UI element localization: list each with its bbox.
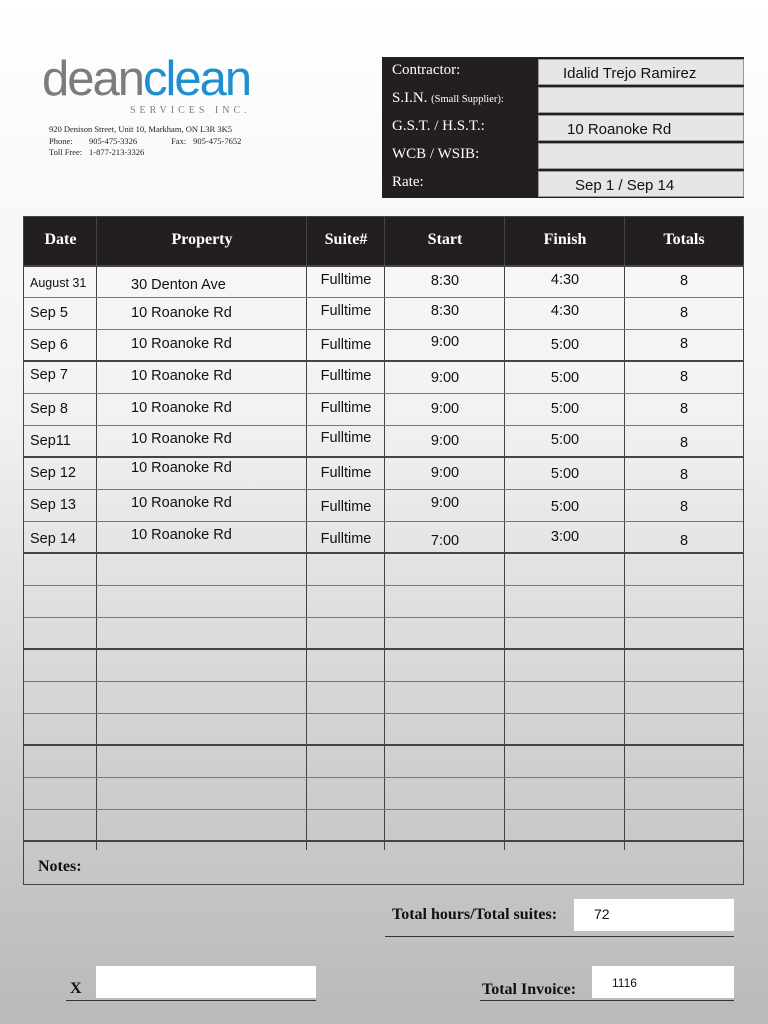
company-logo bbox=[42, 52, 282, 116]
cell-suite[interactable]: Fulltime bbox=[320, 272, 372, 288]
header-totals: Totals bbox=[663, 231, 705, 248]
cell-totals[interactable]: 8 bbox=[679, 401, 689, 417]
cell-date[interactable]: Sep11 bbox=[30, 433, 71, 449]
cell-property[interactable]: 30 Denton Ave bbox=[131, 277, 226, 293]
cell-property[interactable]: 10 Roanoke Rd bbox=[131, 460, 232, 476]
cell-suite[interactable]: Fulltime bbox=[320, 531, 372, 547]
cell-suite[interactable]: Fulltime bbox=[320, 430, 372, 446]
tollfree-number: 1-877-213-3326 bbox=[89, 147, 145, 157]
row-divider bbox=[24, 265, 743, 267]
header-start: Start bbox=[427, 231, 463, 248]
contractor-label: Contractor: bbox=[392, 62, 461, 78]
cell-suite[interactable]: Fulltime bbox=[320, 499, 372, 515]
cell-totals[interactable]: 8 bbox=[679, 336, 689, 352]
info-row-rate bbox=[383, 170, 743, 198]
cell-date[interactable]: August 31 bbox=[30, 276, 87, 290]
total-invoice-rule bbox=[480, 1000, 734, 1001]
cell-totals[interactable]: 8 bbox=[679, 435, 689, 451]
tollfree-label: Toll Free: bbox=[49, 147, 83, 157]
logo-word-clean: clean bbox=[143, 52, 251, 106]
cell-start[interactable]: 9:00 bbox=[430, 465, 460, 481]
row-divider bbox=[24, 840, 743, 842]
phone-label: Phone: bbox=[49, 135, 73, 146]
cell-property[interactable]: 10 Roanoke Rd bbox=[131, 400, 232, 416]
cell-finish[interactable]: 5:00 bbox=[550, 466, 580, 482]
contractor-field[interactable]: Idalid Trejo Ramirez bbox=[538, 59, 744, 85]
total-invoice-field[interactable]: 1116 bbox=[592, 966, 734, 998]
cell-finish[interactable]: 4:30 bbox=[550, 303, 580, 319]
info-row-gst bbox=[383, 114, 743, 142]
cell-totals[interactable]: 8 bbox=[679, 369, 689, 385]
signature-x-label: X bbox=[70, 980, 82, 997]
cell-suite[interactable]: Fulltime bbox=[320, 465, 372, 481]
cell-finish[interactable]: 5:00 bbox=[550, 370, 580, 386]
cell-suite[interactable]: Fulltime bbox=[320, 400, 372, 416]
cell-start[interactable]: 7:00 bbox=[430, 533, 460, 549]
row-divider bbox=[24, 617, 743, 618]
sin-label: S.I.N. bbox=[392, 90, 428, 106]
row-divider bbox=[24, 456, 743, 458]
row-divider bbox=[24, 648, 743, 650]
cell-totals[interactable]: 8 bbox=[679, 533, 689, 549]
total-hours-label: Total hours/Total suites: bbox=[392, 906, 558, 923]
cell-suite[interactable]: Fulltime bbox=[320, 337, 372, 353]
row-divider bbox=[24, 585, 743, 586]
header-suite: Suite# bbox=[324, 231, 368, 248]
cell-property[interactable]: 10 Roanoke Rd bbox=[131, 305, 232, 321]
row-divider bbox=[24, 744, 743, 746]
cell-date[interactable]: Sep 12 bbox=[30, 465, 76, 481]
cell-finish[interactable]: 5:00 bbox=[550, 401, 580, 417]
cell-totals[interactable]: 8 bbox=[679, 273, 689, 289]
cell-property[interactable]: 10 Roanoke Rd bbox=[131, 431, 232, 447]
cell-suite[interactable]: Fulltime bbox=[320, 368, 372, 384]
logo-word-dean: dean bbox=[42, 52, 144, 106]
row-divider bbox=[24, 297, 743, 298]
row-divider bbox=[24, 329, 743, 330]
row-divider bbox=[24, 425, 743, 426]
phone-number: 905-475-3326 bbox=[89, 135, 138, 146]
gst-label: G.S.T. / H.S.T.: bbox=[392, 118, 485, 134]
cell-finish[interactable]: 4:30 bbox=[550, 272, 580, 288]
cell-totals[interactable]: 8 bbox=[679, 499, 689, 515]
cell-date[interactable]: Sep 6 bbox=[30, 337, 68, 353]
header-finish: Finish bbox=[543, 231, 587, 248]
notes-label: Notes: bbox=[38, 858, 82, 875]
fax-label: Fax: bbox=[171, 135, 187, 146]
cell-finish[interactable]: 5:00 bbox=[550, 432, 580, 448]
cell-property[interactable]: 10 Roanoke Rd bbox=[131, 527, 232, 543]
cell-totals[interactable]: 8 bbox=[679, 305, 689, 321]
row-divider bbox=[24, 681, 743, 682]
info-row-contractor bbox=[383, 58, 743, 86]
cell-start[interactable]: 9:00 bbox=[430, 433, 460, 449]
header-date: Date bbox=[44, 231, 77, 248]
cell-suite[interactable]: Fulltime bbox=[320, 303, 372, 319]
cell-start[interactable]: 9:00 bbox=[430, 334, 460, 350]
cell-start[interactable]: 8:30 bbox=[430, 273, 460, 289]
info-row-wcb bbox=[383, 142, 743, 170]
cell-date[interactable]: Sep 5 bbox=[30, 305, 68, 321]
row-divider bbox=[24, 777, 743, 778]
row-divider bbox=[24, 552, 743, 554]
column-divider bbox=[96, 217, 97, 850]
cell-property[interactable]: 10 Roanoke Rd bbox=[131, 368, 232, 384]
info-row-sin bbox=[383, 86, 743, 114]
wcb-label: WCB / WSIB: bbox=[392, 146, 480, 162]
contractor-info-box bbox=[382, 57, 744, 198]
cell-property[interactable]: 10 Roanoke Rd bbox=[131, 336, 232, 352]
total-hours-field[interactable]: 72 bbox=[574, 899, 734, 931]
fax-number: 905-475-7652 bbox=[193, 135, 242, 146]
company-address bbox=[49, 124, 241, 159]
timesheet-table bbox=[23, 216, 744, 885]
cell-start[interactable]: 9:00 bbox=[430, 401, 460, 417]
row-divider bbox=[24, 360, 743, 362]
total-hours-rule bbox=[385, 936, 734, 937]
row-divider bbox=[24, 393, 743, 394]
cell-finish[interactable]: 5:00 bbox=[550, 337, 580, 353]
row-divider bbox=[24, 713, 743, 714]
address-street: 920 Denison Street, Unit 10, Markham, ON L3R 3K5 bbox=[49, 124, 232, 134]
sin-sublabel: (Small Supplier): bbox=[431, 94, 504, 105]
signature-rule bbox=[66, 1000, 316, 1001]
cell-date[interactable]: Sep 13 bbox=[30, 497, 76, 513]
total-invoice-label: Total Invoice: bbox=[482, 981, 577, 998]
row-divider bbox=[24, 809, 743, 810]
gst-field[interactable]: 10 Roanoke Rd bbox=[538, 115, 744, 141]
cell-totals[interactable]: 8 bbox=[679, 467, 689, 483]
wcb-field[interactable] bbox=[538, 143, 744, 169]
logo-subtitle: SERVICES INC. bbox=[130, 105, 251, 116]
row-divider bbox=[24, 521, 743, 522]
cell-date[interactable]: Sep 8 bbox=[30, 401, 68, 417]
row-divider bbox=[24, 489, 743, 490]
rate-field[interactable]: Sep 1 / Sep 14 bbox=[538, 171, 744, 197]
header-property: Property bbox=[171, 231, 233, 248]
cell-start[interactable]: 9:00 bbox=[430, 495, 460, 511]
signature-field[interactable] bbox=[96, 966, 316, 998]
cell-date[interactable]: Sep 14 bbox=[30, 531, 76, 547]
cell-date[interactable]: Sep 7 bbox=[30, 367, 68, 383]
cell-finish[interactable]: 3:00 bbox=[550, 529, 580, 545]
cell-start[interactable]: 9:00 bbox=[430, 370, 460, 386]
cell-finish[interactable]: 5:00 bbox=[550, 499, 580, 515]
rate-label: Rate: bbox=[392, 174, 424, 190]
cell-start[interactable]: 8:30 bbox=[430, 303, 460, 319]
sin-field[interactable] bbox=[538, 87, 744, 113]
cell-property[interactable]: 10 Roanoke Rd bbox=[131, 495, 232, 511]
